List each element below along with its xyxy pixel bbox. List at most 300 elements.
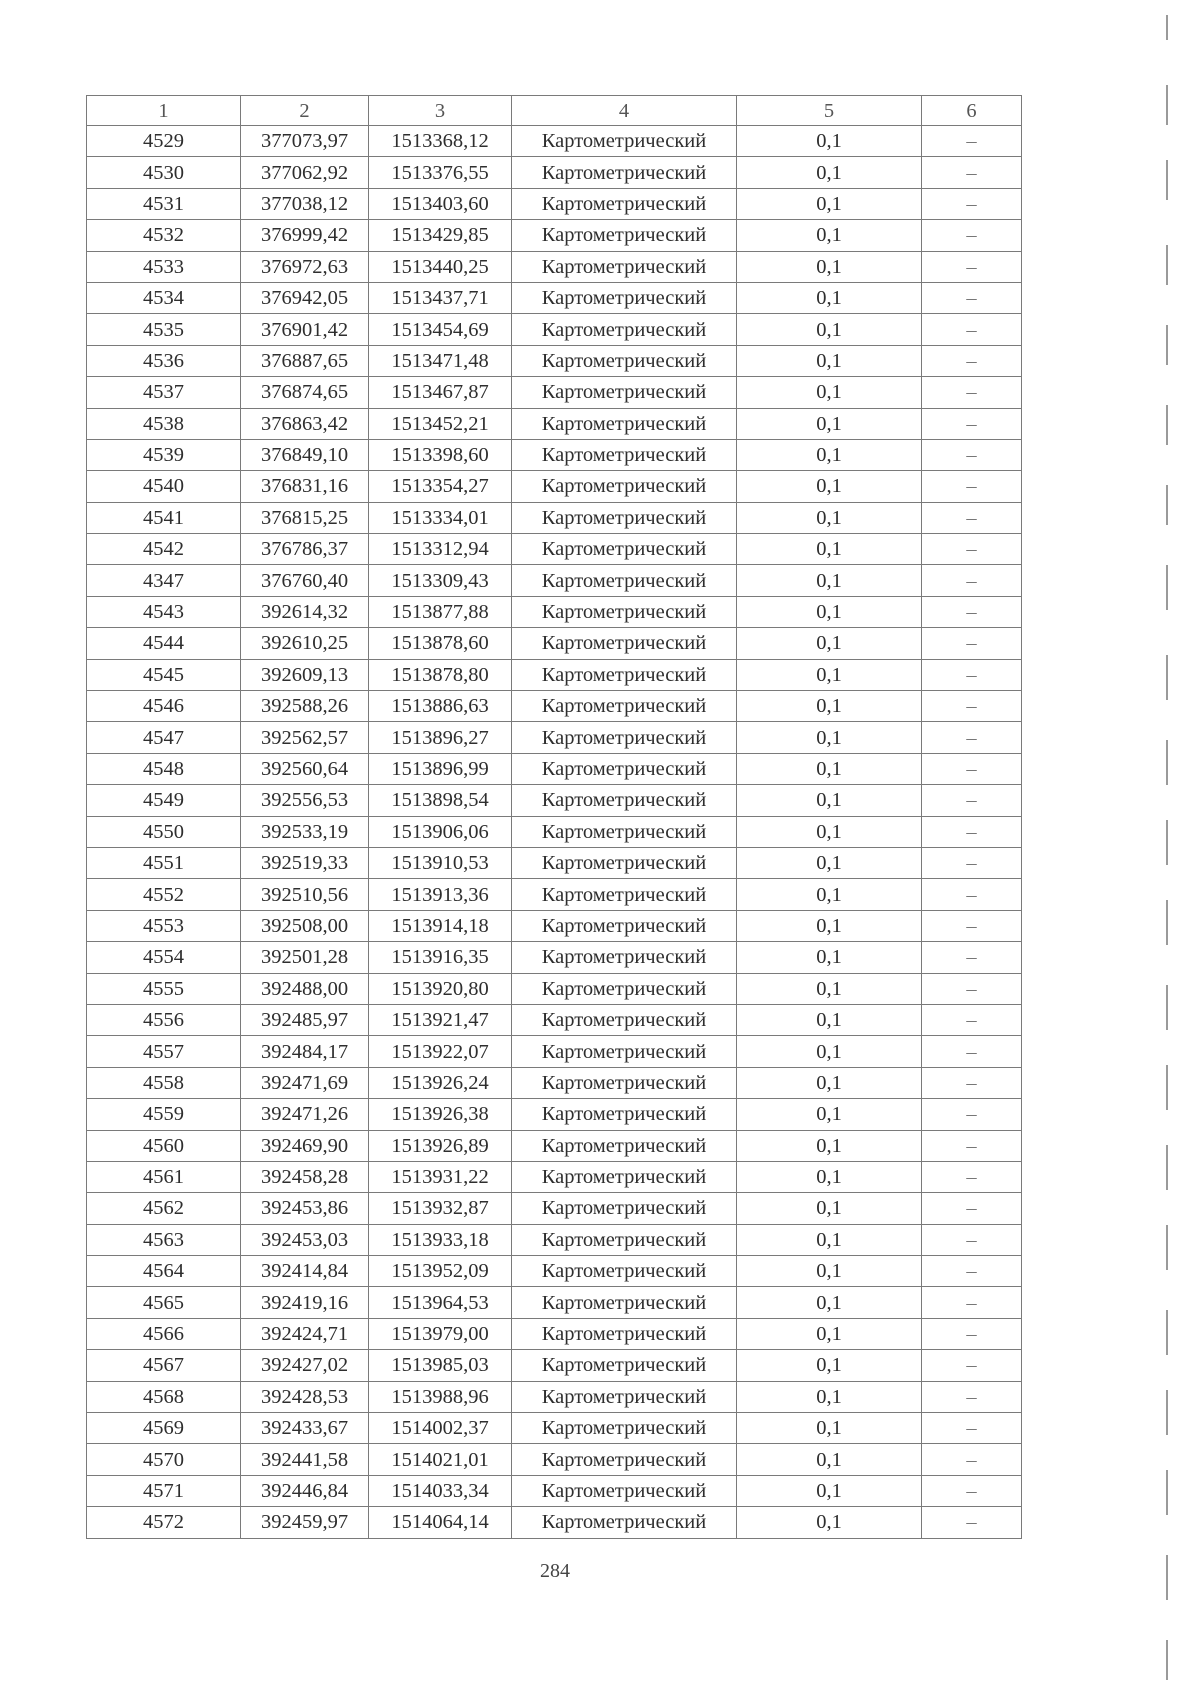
note-cell: – <box>922 1004 1022 1035</box>
accuracy-cell: 0,1 <box>737 628 922 659</box>
accuracy-cell: 0,1 <box>737 1413 922 1444</box>
table-header <box>87 96 1022 126</box>
x-coordinate-cell: 376972,63 <box>241 251 369 282</box>
table-row <box>87 565 1022 596</box>
method-cell: Картометрический <box>512 659 737 690</box>
method-cell: Картометрический <box>512 565 737 596</box>
note-cell: – <box>922 1256 1022 1287</box>
x-coordinate-cell: 376831,16 <box>241 471 369 502</box>
note-cell: – <box>922 847 1022 878</box>
y-coordinate-cell: 1513952,09 <box>369 1256 512 1287</box>
x-coordinate-cell: 377038,12 <box>241 188 369 219</box>
method-cell: Картометрический <box>512 1475 737 1506</box>
method-cell: Картометрический <box>512 785 737 816</box>
table-row <box>87 942 1022 973</box>
note-cell: – <box>922 471 1022 502</box>
note-cell: – <box>922 1287 1022 1318</box>
note-cell: – <box>922 157 1022 188</box>
point-number-cell: 4569 <box>87 1413 241 1444</box>
accuracy-cell: 0,1 <box>737 691 922 722</box>
x-coordinate-cell: 392424,71 <box>241 1318 369 1349</box>
y-coordinate-cell: 1513933,18 <box>369 1224 512 1255</box>
note-cell: – <box>922 220 1022 251</box>
point-number-cell: 4537 <box>87 377 241 408</box>
method-cell: Картометрический <box>512 973 737 1004</box>
y-coordinate-cell: 1513403,60 <box>369 188 512 219</box>
table-row <box>87 471 1022 502</box>
point-number-cell: 4553 <box>87 910 241 941</box>
method-cell: Картометрический <box>512 1099 737 1130</box>
y-coordinate-cell: 1513334,01 <box>369 502 512 533</box>
point-number-cell: 4566 <box>87 1318 241 1349</box>
accuracy-cell: 0,1 <box>737 439 922 470</box>
x-coordinate-cell: 392469,90 <box>241 1130 369 1161</box>
table-row <box>87 691 1022 722</box>
y-coordinate-cell: 1513467,87 <box>369 377 512 408</box>
accuracy-cell: 0,1 <box>737 251 922 282</box>
method-cell: Картометрический <box>512 1130 737 1161</box>
point-number-cell: 4568 <box>87 1381 241 1412</box>
table-row <box>87 753 1022 784</box>
edge-mark <box>1166 1310 1168 1355</box>
y-coordinate-cell: 1513309,43 <box>369 565 512 596</box>
table-row <box>87 534 1022 565</box>
note-cell: – <box>922 408 1022 439</box>
table-row <box>87 816 1022 847</box>
method-cell: Картометрический <box>512 314 737 345</box>
edge-mark <box>1166 325 1168 365</box>
x-coordinate-cell: 392556,53 <box>241 785 369 816</box>
note-cell: – <box>922 565 1022 596</box>
method-cell: Картометрический <box>512 942 737 973</box>
accuracy-cell: 0,1 <box>737 847 922 878</box>
point-number-cell: 4545 <box>87 659 241 690</box>
point-number-cell: 4552 <box>87 879 241 910</box>
table-row <box>87 973 1022 1004</box>
x-coordinate-cell: 392614,32 <box>241 596 369 627</box>
y-coordinate-cell: 1513988,96 <box>369 1381 512 1412</box>
header-cell-3: 3 <box>369 96 512 126</box>
x-coordinate-cell: 392459,97 <box>241 1507 369 1538</box>
x-coordinate-cell: 392588,26 <box>241 691 369 722</box>
note-cell: – <box>922 1130 1022 1161</box>
edge-mark <box>1166 655 1168 700</box>
accuracy-cell: 0,1 <box>737 1318 922 1349</box>
edge-mark <box>1166 485 1168 525</box>
x-coordinate-cell: 392610,25 <box>241 628 369 659</box>
x-coordinate-cell: 392441,58 <box>241 1444 369 1475</box>
y-coordinate-cell: 1513312,94 <box>369 534 512 565</box>
point-number-cell: 4567 <box>87 1350 241 1381</box>
y-coordinate-cell: 1513429,85 <box>369 220 512 251</box>
y-coordinate-cell: 1513896,27 <box>369 722 512 753</box>
method-cell: Картометрический <box>512 1318 737 1349</box>
y-coordinate-cell: 1514064,14 <box>369 1507 512 1538</box>
x-coordinate-cell: 392485,97 <box>241 1004 369 1035</box>
x-coordinate-cell: 392488,00 <box>241 973 369 1004</box>
method-cell: Картометрический <box>512 1004 737 1035</box>
table-row <box>87 1475 1022 1506</box>
table-row <box>87 1067 1022 1098</box>
y-coordinate-cell: 1513398,60 <box>369 439 512 470</box>
table-row <box>87 596 1022 627</box>
note-cell: – <box>922 188 1022 219</box>
point-number-cell: 4556 <box>87 1004 241 1035</box>
edge-mark <box>1166 740 1168 785</box>
accuracy-cell: 0,1 <box>737 502 922 533</box>
note-cell: – <box>922 1507 1022 1538</box>
method-cell: Картометрический <box>512 879 737 910</box>
edge-mark <box>1166 900 1168 945</box>
table-row <box>87 847 1022 878</box>
y-coordinate-cell: 1513979,00 <box>369 1318 512 1349</box>
table-row <box>87 879 1022 910</box>
table-row <box>87 314 1022 345</box>
accuracy-cell: 0,1 <box>737 1067 922 1098</box>
accuracy-cell: 0,1 <box>737 910 922 941</box>
x-coordinate-cell: 392519,33 <box>241 847 369 878</box>
table-row <box>87 1318 1022 1349</box>
note-cell: – <box>922 879 1022 910</box>
y-coordinate-cell: 1513452,21 <box>369 408 512 439</box>
accuracy-cell: 0,1 <box>737 1287 922 1318</box>
y-coordinate-cell: 1513931,22 <box>369 1161 512 1192</box>
x-coordinate-cell: 392458,28 <box>241 1161 369 1192</box>
point-number-cell: 4562 <box>87 1193 241 1224</box>
note-cell: – <box>922 722 1022 753</box>
table-row <box>87 188 1022 219</box>
table-row <box>87 1004 1022 1035</box>
edge-mark <box>1166 820 1168 865</box>
method-cell: Картометрический <box>512 471 737 502</box>
table-row <box>87 785 1022 816</box>
accuracy-cell: 0,1 <box>737 1381 922 1412</box>
note-cell: – <box>922 1036 1022 1067</box>
x-coordinate-cell: 376901,42 <box>241 314 369 345</box>
x-coordinate-cell: 392501,28 <box>241 942 369 973</box>
accuracy-cell: 0,1 <box>737 942 922 973</box>
note-cell: – <box>922 753 1022 784</box>
point-number-cell: 4532 <box>87 220 241 251</box>
note-cell: – <box>922 1161 1022 1192</box>
x-coordinate-cell: 376874,65 <box>241 377 369 408</box>
x-coordinate-cell: 377073,97 <box>241 126 369 157</box>
accuracy-cell: 0,1 <box>737 1350 922 1381</box>
note-cell: – <box>922 659 1022 690</box>
y-coordinate-cell: 1513932,87 <box>369 1193 512 1224</box>
x-coordinate-cell: 392471,26 <box>241 1099 369 1130</box>
header-cell-1: 1 <box>87 96 241 126</box>
y-coordinate-cell: 1513471,48 <box>369 345 512 376</box>
table-row <box>87 1193 1022 1224</box>
accuracy-cell: 0,1 <box>737 377 922 408</box>
point-number-cell: 4535 <box>87 314 241 345</box>
y-coordinate-cell: 1513926,24 <box>369 1067 512 1098</box>
edge-mark <box>1166 1555 1168 1600</box>
note-cell: – <box>922 1381 1022 1412</box>
edge-mark <box>1166 1640 1168 1680</box>
accuracy-cell: 0,1 <box>737 157 922 188</box>
accuracy-cell: 0,1 <box>737 659 922 690</box>
y-coordinate-cell: 1514033,34 <box>369 1475 512 1506</box>
accuracy-cell: 0,1 <box>737 220 922 251</box>
note-cell: – <box>922 345 1022 376</box>
y-coordinate-cell: 1513878,60 <box>369 628 512 659</box>
x-coordinate-cell: 392533,19 <box>241 816 369 847</box>
point-number-cell: 4546 <box>87 691 241 722</box>
y-coordinate-cell: 1513437,71 <box>369 282 512 313</box>
y-coordinate-cell: 1514002,37 <box>369 1413 512 1444</box>
method-cell: Картометрический <box>512 691 737 722</box>
table-row <box>87 1099 1022 1130</box>
accuracy-cell: 0,1 <box>737 1099 922 1130</box>
x-coordinate-cell: 392414,84 <box>241 1256 369 1287</box>
y-coordinate-cell: 1513910,53 <box>369 847 512 878</box>
x-coordinate-cell: 392446,84 <box>241 1475 369 1506</box>
table-row <box>87 1161 1022 1192</box>
header-row <box>87 96 1022 126</box>
method-cell: Картометрический <box>512 345 737 376</box>
accuracy-cell: 0,1 <box>737 1256 922 1287</box>
x-coordinate-cell: 392508,00 <box>241 910 369 941</box>
edge-mark <box>1166 85 1168 125</box>
point-number-cell: 4563 <box>87 1224 241 1255</box>
x-coordinate-cell: 376760,40 <box>241 565 369 596</box>
method-cell: Картометрический <box>512 1161 737 1192</box>
method-cell: Картометрический <box>512 847 737 878</box>
x-coordinate-cell: 392560,64 <box>241 753 369 784</box>
method-cell: Картометрический <box>512 1413 737 1444</box>
table-row <box>87 220 1022 251</box>
note-cell: – <box>922 691 1022 722</box>
x-coordinate-cell: 376999,42 <box>241 220 369 251</box>
x-coordinate-cell: 392471,69 <box>241 1067 369 1098</box>
table-row <box>87 910 1022 941</box>
table-row <box>87 1444 1022 1475</box>
accuracy-cell: 0,1 <box>737 879 922 910</box>
note-cell: – <box>922 1350 1022 1381</box>
method-cell: Картометрический <box>512 1444 737 1475</box>
point-number-cell: 4559 <box>87 1099 241 1130</box>
point-number-cell: 4547 <box>87 722 241 753</box>
note-cell: – <box>922 910 1022 941</box>
header-cell-5: 5 <box>737 96 922 126</box>
edge-mark <box>1166 1470 1168 1515</box>
accuracy-cell: 0,1 <box>737 1444 922 1475</box>
y-coordinate-cell: 1513454,69 <box>369 314 512 345</box>
point-number-cell: 4564 <box>87 1256 241 1287</box>
note-cell: – <box>922 439 1022 470</box>
table-row <box>87 1381 1022 1412</box>
y-coordinate-cell: 1513896,99 <box>369 753 512 784</box>
y-coordinate-cell: 1513906,06 <box>369 816 512 847</box>
table-row <box>87 282 1022 313</box>
method-cell: Картометрический <box>512 1036 737 1067</box>
point-number-cell: 4541 <box>87 502 241 533</box>
table-row <box>87 1413 1022 1444</box>
y-coordinate-cell: 1513921,47 <box>369 1004 512 1035</box>
point-number-cell: 4347 <box>87 565 241 596</box>
table-row <box>87 1256 1022 1287</box>
accuracy-cell: 0,1 <box>737 1475 922 1506</box>
table-row <box>87 408 1022 439</box>
method-cell: Картометрический <box>512 188 737 219</box>
x-coordinate-cell: 376942,05 <box>241 282 369 313</box>
accuracy-cell: 0,1 <box>737 314 922 345</box>
accuracy-cell: 0,1 <box>737 565 922 596</box>
accuracy-cell: 0,1 <box>737 534 922 565</box>
point-number-cell: 4534 <box>87 282 241 313</box>
y-coordinate-cell: 1513926,38 <box>369 1099 512 1130</box>
y-coordinate-cell: 1513440,25 <box>369 251 512 282</box>
method-cell: Картометрический <box>512 1381 737 1412</box>
y-coordinate-cell: 1513922,07 <box>369 1036 512 1067</box>
table-row <box>87 126 1022 157</box>
y-coordinate-cell: 1513964,53 <box>369 1287 512 1318</box>
x-coordinate-cell: 392562,57 <box>241 722 369 753</box>
method-cell: Картометрический <box>512 502 737 533</box>
accuracy-cell: 0,1 <box>737 596 922 627</box>
y-coordinate-cell: 1513926,89 <box>369 1130 512 1161</box>
method-cell: Картометрический <box>512 1067 737 1098</box>
table-row <box>87 1507 1022 1538</box>
scan-edge-marks <box>1160 0 1190 1698</box>
accuracy-cell: 0,1 <box>737 345 922 376</box>
point-number-cell: 4570 <box>87 1444 241 1475</box>
note-cell: – <box>922 1444 1022 1475</box>
method-cell: Картометрический <box>512 722 737 753</box>
method-cell: Картометрический <box>512 251 737 282</box>
accuracy-cell: 0,1 <box>737 753 922 784</box>
note-cell: – <box>922 816 1022 847</box>
note-cell: – <box>922 314 1022 345</box>
edge-mark <box>1166 1145 1168 1190</box>
point-number-cell: 4557 <box>87 1036 241 1067</box>
method-cell: Картометрический <box>512 377 737 408</box>
method-cell: Картометрический <box>512 220 737 251</box>
point-number-cell: 4530 <box>87 157 241 188</box>
table-row <box>87 251 1022 282</box>
note-cell: – <box>922 942 1022 973</box>
x-coordinate-cell: 392427,02 <box>241 1350 369 1381</box>
accuracy-cell: 0,1 <box>737 188 922 219</box>
accuracy-cell: 0,1 <box>737 1130 922 1161</box>
note-cell: – <box>922 502 1022 533</box>
x-coordinate-cell: 392419,16 <box>241 1287 369 1318</box>
method-cell: Картометрический <box>512 282 737 313</box>
y-coordinate-cell: 1513886,63 <box>369 691 512 722</box>
table-row <box>87 1224 1022 1255</box>
y-coordinate-cell: 1513985,03 <box>369 1350 512 1381</box>
accuracy-cell: 0,1 <box>737 1507 922 1538</box>
point-number-cell: 4572 <box>87 1507 241 1538</box>
x-coordinate-cell: 392484,17 <box>241 1036 369 1067</box>
table-row <box>87 345 1022 376</box>
accuracy-cell: 0,1 <box>737 1193 922 1224</box>
note-cell: – <box>922 1224 1022 1255</box>
edge-mark <box>1166 1065 1168 1110</box>
page-number: 284 <box>540 1560 570 1582</box>
x-coordinate-cell: 377062,92 <box>241 157 369 188</box>
header-cell-6: 6 <box>922 96 1022 126</box>
y-coordinate-cell: 1513376,55 <box>369 157 512 188</box>
y-coordinate-cell: 1513878,80 <box>369 659 512 690</box>
note-cell: – <box>922 1193 1022 1224</box>
note-cell: – <box>922 534 1022 565</box>
point-number-cell: 4571 <box>87 1475 241 1506</box>
edge-mark <box>1166 245 1168 285</box>
point-number-cell: 4544 <box>87 628 241 659</box>
table-row <box>87 502 1022 533</box>
coordinates-table <box>86 95 1022 1539</box>
accuracy-cell: 0,1 <box>737 282 922 313</box>
point-number-cell: 4538 <box>87 408 241 439</box>
x-coordinate-cell: 376887,65 <box>241 345 369 376</box>
y-coordinate-cell: 1513920,80 <box>369 973 512 1004</box>
method-cell: Картометрический <box>512 596 737 627</box>
edge-mark <box>1166 405 1168 445</box>
accuracy-cell: 0,1 <box>737 471 922 502</box>
accuracy-cell: 0,1 <box>737 722 922 753</box>
accuracy-cell: 0,1 <box>737 1161 922 1192</box>
edge-mark <box>1166 160 1168 200</box>
note-cell: – <box>922 973 1022 1004</box>
note-cell: – <box>922 628 1022 659</box>
table-row <box>87 659 1022 690</box>
point-number-cell: 4531 <box>87 188 241 219</box>
point-number-cell: 4551 <box>87 847 241 878</box>
y-coordinate-cell: 1513354,27 <box>369 471 512 502</box>
x-coordinate-cell: 392433,67 <box>241 1413 369 1444</box>
note-cell: – <box>922 377 1022 408</box>
point-number-cell: 4529 <box>87 126 241 157</box>
method-cell: Картометрический <box>512 534 737 565</box>
table-body <box>87 126 1022 1539</box>
note-cell: – <box>922 1318 1022 1349</box>
accuracy-cell: 0,1 <box>737 126 922 157</box>
note-cell: – <box>922 126 1022 157</box>
method-cell: Картометрический <box>512 1507 737 1538</box>
method-cell: Картометрический <box>512 816 737 847</box>
table-row <box>87 1287 1022 1318</box>
method-cell: Картометрический <box>512 753 737 784</box>
note-cell: – <box>922 282 1022 313</box>
y-coordinate-cell: 1513368,12 <box>369 126 512 157</box>
note-cell: – <box>922 1475 1022 1506</box>
table-row <box>87 1350 1022 1381</box>
edge-mark <box>1166 565 1168 610</box>
method-cell: Картометрический <box>512 126 737 157</box>
x-coordinate-cell: 392453,03 <box>241 1224 369 1255</box>
point-number-cell: 4540 <box>87 471 241 502</box>
x-coordinate-cell: 392510,56 <box>241 879 369 910</box>
edge-mark <box>1166 985 1168 1030</box>
table-row <box>87 157 1022 188</box>
point-number-cell: 4565 <box>87 1287 241 1318</box>
method-cell: Картометрический <box>512 157 737 188</box>
method-cell: Картометрический <box>512 910 737 941</box>
accuracy-cell: 0,1 <box>737 785 922 816</box>
header-cell-2: 2 <box>241 96 369 126</box>
x-coordinate-cell: 376849,10 <box>241 439 369 470</box>
edge-mark <box>1166 1390 1168 1435</box>
table-row <box>87 722 1022 753</box>
point-number-cell: 4539 <box>87 439 241 470</box>
note-cell: – <box>922 251 1022 282</box>
method-cell: Картометрический <box>512 1224 737 1255</box>
table-row <box>87 377 1022 408</box>
edge-mark <box>1166 1225 1168 1270</box>
